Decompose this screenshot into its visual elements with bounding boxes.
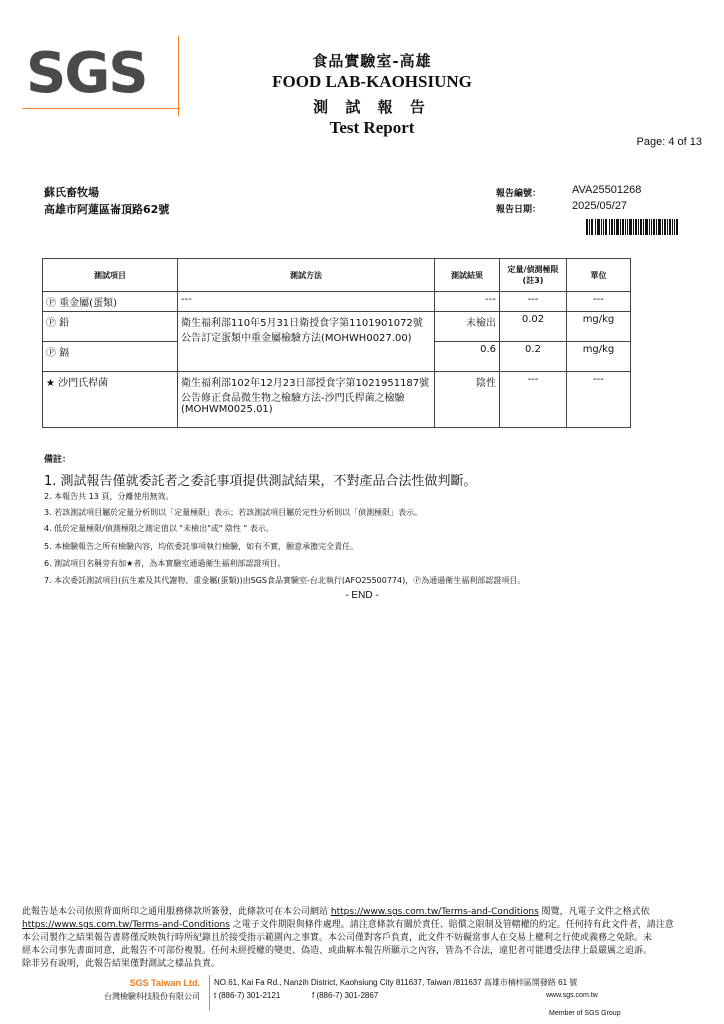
cell-item: Ⓟ 鉛 — [43, 312, 178, 342]
terms-link[interactable]: https://www.sgs.com.tw/Terms-and-Conditions — [330, 907, 539, 917]
report-title-cn: 測 試 報 告 — [313, 98, 431, 116]
header-test-method: 測試方法 — [178, 259, 435, 292]
footer-divider — [209, 975, 210, 1011]
header-unit: 單位 — [567, 259, 631, 292]
disclaimer-text: 此報告是本公司依照背面所印之通用服務條款所簽發，此條款可在本公司網站 — [22, 907, 331, 917]
cell-result: 未檢出 — [435, 312, 500, 342]
disclaimer-line: 除非另有說明，此報告結果僅對測試之樣品負責。 — [22, 959, 221, 969]
note-item: 6. 測試項目名稱旁有加★者，為本實驗室通過衛生福利部認證項目。 — [44, 559, 286, 568]
disclaimer-line — [22, 906, 708, 919]
footer-website[interactable]: www.sgs.com.tw — [546, 992, 598, 999]
cell-method: 衛生福利部102年12月23日部授食字第1021951187號公告修正食品微生物之檢驗方法-沙門氏桿菌之檢驗(MOHWM0025.01) — [178, 372, 435, 428]
report-title-en: Test Report — [329, 118, 415, 137]
note-item: 3. 若該測試項目屬於定量分析則以「定量極限」表示；若該測試項目屬於定性分析則以「偵測極限」表示。 — [44, 508, 423, 517]
end-marker: - END - — [345, 590, 379, 601]
table-row — [43, 312, 631, 342]
note-item: 2. 本報告共 13 頁，分離使用無效。 — [44, 492, 174, 501]
cell-unit: --- — [567, 372, 631, 428]
cell-method: 衛生福利部110年5月31日衛授食字第1101901072號公告訂定蛋類中重金屬檢驗方法(MOHWH0027.00) — [178, 312, 435, 372]
disclaimer-text: 之電子文件期限與條件處理。請注意條款有關於責任、賠償之限制及管轄權的約定。任何持有此文件者，請注意 — [229, 920, 674, 930]
results-table — [42, 258, 631, 428]
sgs-logo — [22, 36, 180, 116]
note-item: 1. 測試報告僅就委託者之委託事項提供測試結果，不對產品合法性做判斷。 — [44, 474, 477, 489]
note-item: 4. 低於定量極限/偵測極限之測定值以 "未檢出"或" 陰性 " 表示。 — [44, 524, 274, 533]
cell-item: Ⓟ 鎘 — [43, 342, 178, 372]
notes-heading: 備註： — [44, 455, 72, 465]
barcode-icon — [586, 219, 678, 235]
customer-address: 高雄市阿蓮區崙頂路62號 — [44, 203, 170, 216]
cell-unit: mg/kg — [567, 342, 631, 372]
customer-name: 蘇氏畜牧場 — [44, 186, 99, 199]
footer-company-en: SGS Taiwan Ltd. — [129, 978, 200, 988]
cell-method: --- — [178, 292, 435, 312]
header-test-item: 測試項目 — [43, 259, 178, 292]
cell-result: 0.6 — [435, 342, 500, 372]
header-limit: 定量/偵測極限(註3) — [500, 259, 567, 292]
cell-result: --- — [435, 292, 500, 312]
logo-text: SGS — [26, 41, 147, 106]
cell-limit: 0.2 — [500, 342, 567, 372]
footer-address: NO.61, Kai Fa Rd., Nanzih District, Kaohsiung City 811637, Taiwan /811637 高雄市楠梓區開發路 61 號 — [214, 978, 578, 987]
disclaimer-line: 經本公司事先書面同意，此報告不可部份複製。任何未經授權的變更、偽造、或曲解本報告所顯示之內容，皆為不合法，違犯者可能遭受法律上最嚴厲之追訴。 — [22, 946, 653, 956]
report-number-label: 報告編號： — [496, 189, 542, 199]
report-date-value: 2025/05/27 — [572, 200, 628, 212]
disclaimer-line: 本公司製作之結果報告書將僅反映執行時所紀錄且於接受指示範圍內之事實。本公司僅對客戶負責，此文件不妨礙當事人在交易上權利之行使或義務之免除。未 — [22, 933, 653, 943]
table-header-row — [43, 259, 631, 292]
logo-vertical-rule — [178, 36, 179, 116]
page-number: Page: 4 of 13 — [636, 136, 702, 148]
cell-unit: --- — [567, 292, 631, 312]
report-number-value: AVA25501268 — [572, 184, 642, 196]
logo-horizontal-rule — [22, 108, 180, 109]
header-test-result: 測試結果 — [435, 259, 500, 292]
terms-link[interactable]: https://www.sgs.com.tw/Terms-and-Conditions — [22, 920, 230, 930]
disclaimer — [22, 906, 708, 971]
cell-item: Ⓟ 重金屬(蛋類) — [43, 292, 178, 312]
cell-limit: 0.02 — [500, 312, 567, 342]
table-row — [43, 292, 631, 312]
lab-name-cn: 食品實驗室-高雄 — [312, 52, 432, 70]
lab-name-en: FOOD LAB-KAOHSIUNG — [272, 72, 472, 91]
footer-fax: f (886-7) 301-2867 — [312, 991, 379, 1000]
disclaimer-text: 閱覽，凡電子文件之格式依 — [538, 907, 650, 917]
cell-unit: mg/kg — [567, 312, 631, 342]
footer-group: Member of SGS Group — [549, 1010, 621, 1017]
note-item: 7. 本次委託測試項目(抗生素及其代謝物、重金屬(蛋類))由SGS食品實驗室-台北執行(AFO25500774)，Ⓟ為通過衛生福利部認證項目。 — [44, 576, 526, 585]
disclaimer-line — [22, 919, 708, 932]
report-date-label: 報告日期： — [496, 205, 542, 215]
cell-limit: --- — [500, 372, 567, 428]
note-item: 5. 本檢驗報告之所有檢驗內容，均依委託事項執行檢驗，如有不實，願意承擔完全責任。 — [44, 542, 359, 551]
cell-result: 陰性 — [435, 372, 500, 428]
cell-limit: --- — [500, 292, 567, 312]
table-row — [43, 372, 631, 428]
footer-company-cn: 台灣檢驗科技股份有限公司 — [104, 992, 200, 1001]
footer-phone: t (886-7) 301-2121 — [214, 991, 281, 1000]
cell-item: ★ 沙門氏桿菌 — [43, 372, 178, 428]
